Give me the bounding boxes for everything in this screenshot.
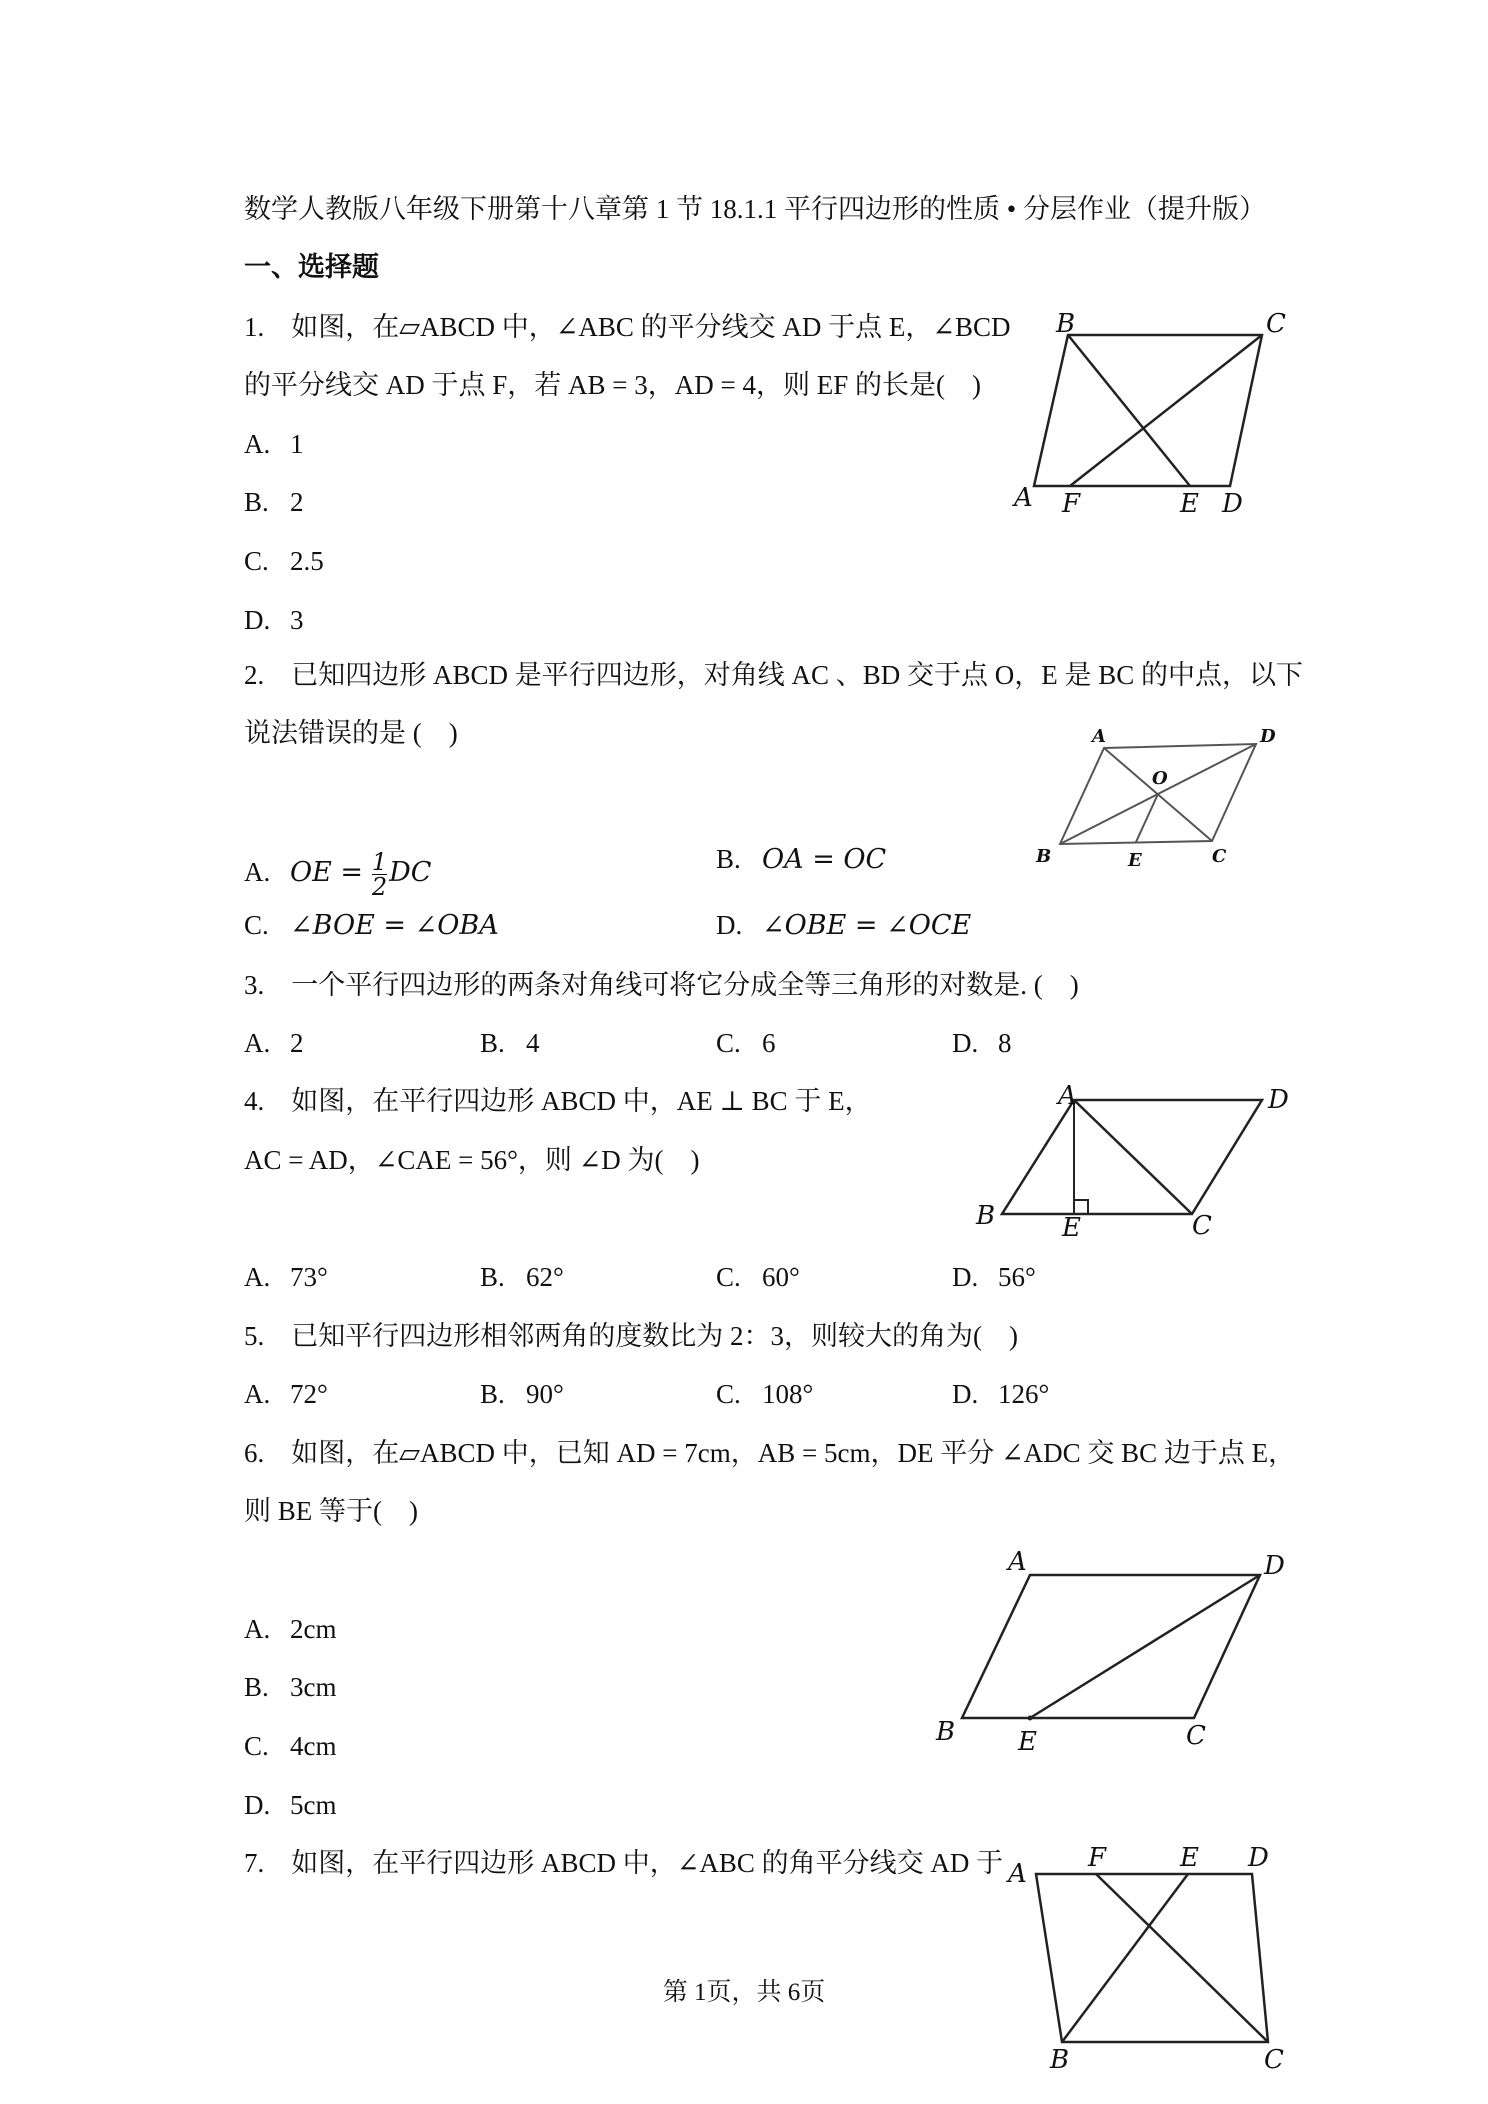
q4-option-a: A. 73° (244, 1262, 328, 1292)
q2-option-d: D. ∠OBE = ∠OCE (716, 910, 972, 941)
q6-label-e: E (1018, 1727, 1037, 1757)
q2-figure (1030, 726, 1300, 876)
q6-option-d: D. 5cm (244, 1790, 337, 1820)
q6-figure (930, 1547, 1300, 1760)
q7-figure (1000, 1843, 1300, 2076)
q4-option-d: D. 56° (952, 1262, 1036, 1292)
q2-label-c: C (1212, 846, 1227, 867)
q1-label-f: F (1062, 489, 1081, 519)
page-footer: 第 1页，共 6页 (662, 1979, 826, 2006)
q7-label-d: D (1248, 1843, 1269, 1873)
q1-figure (1010, 310, 1310, 520)
q1-stem-line1: 1. 如图，在▱ABCD 中，∠ABC 的平分线交 AD 于点 E，∠BCD (244, 312, 1011, 342)
q6-option-a: A. 2cm (244, 1614, 337, 1644)
q1-label-d: D (1222, 489, 1243, 519)
q6-stem-line1: 6. 如图，在▱ABCD 中，已知 AD = 7cm，AB = 5cm，DE 平分 ∠ADC 交 BC 边于点 E， (244, 1438, 1296, 1468)
q2-label-e: E (1128, 850, 1142, 871)
doc-title: 数学人教版八年级下册第十八章第 1 节 18.1.1 平行四边形的性质 • 分层作业（提升版） (244, 194, 1266, 224)
q3-option-d: D. 8 (952, 1028, 1012, 1058)
q6-label-c: C (1186, 1721, 1206, 1751)
q1-label-e: E (1180, 489, 1199, 519)
q4-label-d: D (1268, 1085, 1289, 1115)
q3-option-a: A. 2 (244, 1028, 304, 1058)
q2-stem-line2: 说法错误的是 ( ) (244, 718, 458, 748)
q4-label-a: A (1058, 1081, 1077, 1111)
q6-stem-line2: 则 BE 等于( ) (244, 1496, 418, 1526)
q7-label-f: F (1088, 1843, 1107, 1873)
q7-stem: 7. 如图，在平行四边形 ABCD 中，∠ABC 的角平分线交 AD 于 (244, 1848, 1004, 1878)
q1-option-b: B. 2 (244, 487, 304, 517)
q7-label-a: A (1008, 1859, 1027, 1889)
q1-option-d: D. 3 (244, 605, 304, 635)
q4-label-e: E (1062, 1213, 1081, 1243)
q4-label-b: B (976, 1201, 996, 1231)
q5-option-c: C. 108° (716, 1379, 814, 1409)
q2-label-b: B (1036, 846, 1052, 867)
q2-option-b: B. OA = OC (716, 844, 887, 875)
q2-stem-line1: 2. 已知四边形 ABCD 是平行四边形，对角线 AC 、BD 交于点 O，E 是 BC 的中点，以下 (244, 660, 1304, 690)
q2-fraction: $\frac{1}{2}$ (371, 848, 388, 902)
q2-label-d: D (1260, 726, 1276, 747)
q6-label-b: B (936, 1717, 956, 1747)
q7-label-e: E (1180, 1843, 1199, 1873)
q3-stem: 3. 一个平行四边形的两条对角线可将它分成全等三角形的对数是. ( ) (244, 970, 1079, 1000)
q6-label-d: D (1264, 1551, 1285, 1581)
q5-stem: 5. 已知平行四边形相邻两角的度数比为 2：3，则较大的角为( ) (244, 1321, 1018, 1351)
q3-option-b: B. 4 (480, 1028, 540, 1058)
q5-option-b: B. 90° (480, 1379, 564, 1409)
q1-label-a: A (1014, 483, 1033, 513)
q1-stem-line2: 的平分线交 AD 于点 F，若 AB = 3，AD = 4，则 EF 的长是( ) (244, 370, 981, 400)
q4-option-c: C. 60° (716, 1262, 800, 1292)
q7-label-c: C (1264, 2045, 1284, 2075)
q1-option-c: C. 2.5 (244, 546, 324, 576)
q6-option-b: B. 3cm (244, 1672, 337, 1702)
q5-option-d: D. 126° (952, 1379, 1050, 1409)
q2-label-o: O (1152, 768, 1168, 789)
q4-figure (970, 1081, 1310, 1243)
q2-option-a: A. OE = $\frac{1}{2}$ DC (244, 848, 432, 902)
section-heading: 一、选择题 (244, 252, 379, 282)
q7-label-b: B (1050, 2045, 1070, 2075)
q1-label-b: B (1056, 309, 1076, 339)
q1-option-a: A. 1 (244, 429, 304, 459)
q2-label-a: A (1092, 726, 1106, 747)
q6-label-a: A (1008, 1547, 1027, 1577)
q4-stem-line1: 4. 如图，在平行四边形 ABCD 中，AE ⊥ BC 于 E， (244, 1086, 872, 1116)
q1-label-c: C (1266, 309, 1286, 339)
q6-option-c: C. 4cm (244, 1731, 337, 1761)
q4-stem-line2: AC = AD，∠CAE = 56°，则 ∠D 为( ) (244, 1145, 700, 1175)
q4-label-c: C (1192, 1211, 1212, 1241)
q2-option-c: C. ∠BOE = ∠OBA (244, 910, 499, 941)
q3-option-c: C. 6 (716, 1028, 776, 1058)
q4-option-b: B. 62° (480, 1262, 564, 1292)
q5-option-a: A. 72° (244, 1379, 328, 1409)
